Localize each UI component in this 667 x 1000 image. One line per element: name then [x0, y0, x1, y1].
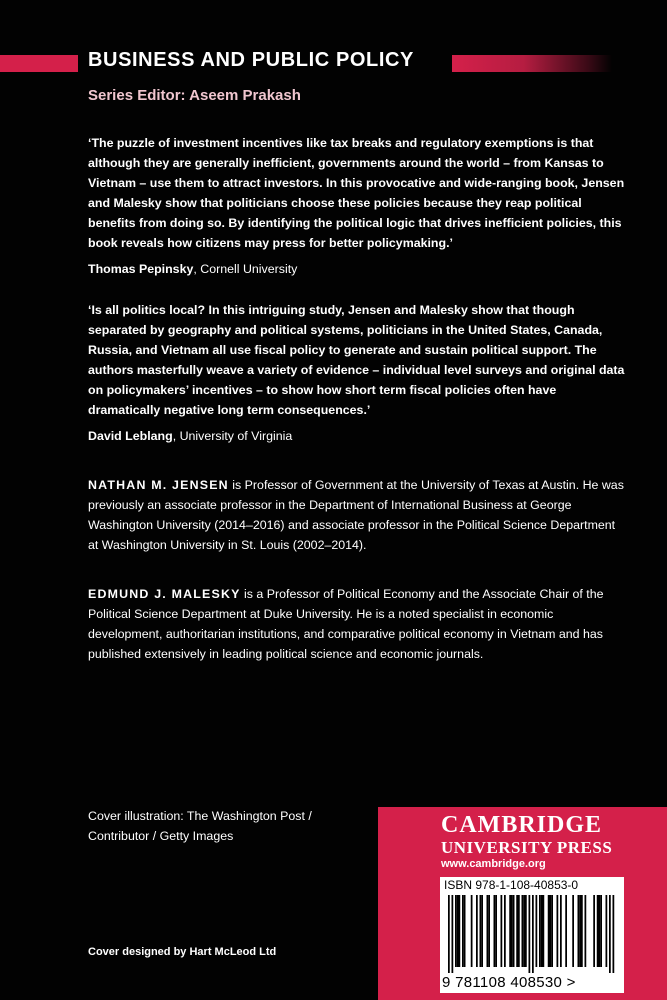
- barcode-bar: [551, 895, 553, 967]
- cover-credit-line: Contributor / Getty Images: [88, 829, 234, 843]
- barcode-bar: [523, 895, 525, 967]
- endorsement-text: ‘The puzzle of investment incentives like tax breaks and regulatory exemptions is that although they are generally inefficient, governments around the world – from Kansas to Vietnam – use them to attract investors. In this provocative and wide-ranging book, Jensen and Malesky show that politicians choose these policies because they reap political benefits from doing so. By identifying the political logic that drives inefficient policies, this book reveals how citizens may press for better policymaking.’: [88, 136, 625, 250]
- barcode-bar: [529, 895, 531, 973]
- barcode-bar: [525, 895, 527, 967]
- barcode-bar: [536, 895, 538, 967]
- barcode-bar: [501, 895, 503, 967]
- endorsement-attribution: [88, 426, 628, 446]
- barcode-bar: [495, 895, 497, 967]
- barcode-graphic: [444, 895, 620, 973]
- barcode-bar: [560, 895, 562, 967]
- barcode-bar: [581, 895, 583, 967]
- barcode-bar: [513, 895, 515, 967]
- barcode-bar: [481, 895, 483, 967]
- barcode-bar: [585, 895, 587, 967]
- barcode-bar: [613, 895, 615, 973]
- publisher-name: CAMBRIDGE: [441, 812, 603, 838]
- barcode-bar: [504, 895, 506, 967]
- series-title: BUSINESS AND PUBLIC POLICY: [88, 49, 415, 71]
- barcode-bar: [476, 895, 478, 967]
- barcode-bar: [593, 895, 595, 967]
- author-name: NATHAN M. JENSEN: [88, 478, 229, 492]
- endorser-name: David Leblang: [88, 429, 173, 443]
- isbn-label: ISBN 978-1-108-40853-0: [444, 878, 579, 892]
- isbn-barcode-panel: [440, 877, 624, 993]
- barcode-bar: [464, 895, 466, 967]
- barcode-bar: [509, 895, 511, 967]
- barcode-bar: [457, 895, 459, 967]
- barcode-bar: [522, 895, 524, 967]
- cover-illustration-credit: [88, 806, 312, 846]
- endorsement-text: ‘Is all politics local? In this intriguing study, Jensen and Malesky show that though separated by geography and political systems, politicians in the United States, Canada, Russia, and Vietnam all use fiscal policy to generate and sustain political support. The authors masterfully weave a variety of evidence – individual level surveys and original data on policymakers’ incentives – to show how short term fiscal policies often have dramatically negative long term consequences.’: [88, 303, 625, 417]
- barcode-bar: [600, 895, 602, 967]
- publisher-press: UNIVERSITY PRESS: [441, 838, 613, 857]
- endorsement-attribution: [88, 259, 628, 279]
- barcode-bar: [609, 895, 611, 973]
- barcode-digits: 9 781108 408530 >: [442, 974, 576, 991]
- barcode-bar: [532, 895, 534, 973]
- barcode-bar: [599, 895, 601, 967]
- endorser-affiliation: , University of Virginia: [172, 429, 293, 443]
- barcode-bar: [572, 895, 574, 967]
- barcode-bar: [548, 895, 550, 967]
- barcode-bar: [471, 895, 473, 967]
- barcode-bar: [487, 895, 489, 967]
- author-bio-jensen: [88, 475, 628, 555]
- endorser-name: Thomas Pepinsky: [88, 262, 194, 276]
- barcode-bar: [565, 895, 567, 967]
- header-accent-bar-right: [452, 55, 612, 72]
- cover-credit-line: Cover illustration: The Washington Post /: [88, 809, 312, 823]
- barcode-bar: [579, 895, 581, 967]
- barcode-bar: [541, 895, 543, 967]
- barcode-bar: [550, 895, 552, 967]
- author-bio-malesky: [88, 584, 628, 664]
- barcode-bar: [494, 895, 496, 967]
- author-bio-text: is a Professor of Political Economy and the Associate Chair of the Political Science Department at Duke University. He is a noted specialist in economic development, authoritarian institutions, and comparative political economy in Vietnam and has published extensively in leading political science and economic journals.: [88, 587, 604, 661]
- barcode-bar: [462, 895, 464, 967]
- author-name: EDMUND J. MALESKY: [88, 587, 241, 601]
- barcode-bar: [488, 895, 490, 967]
- barcode-bar: [597, 895, 599, 967]
- endorser-affiliation: , Cornell University: [193, 262, 298, 276]
- barcode-bar: [557, 895, 559, 967]
- barcode-bar: [518, 895, 520, 967]
- barcode-bar: [459, 895, 461, 967]
- endorsement-quote-2: [88, 300, 628, 446]
- endorsement-quote-1: [88, 133, 628, 279]
- barcode-bar: [606, 895, 608, 967]
- cover-designer-credit: Cover designed by Hart McLeod Ltd: [88, 946, 277, 958]
- barcode-bar: [539, 895, 541, 967]
- barcode-bar: [543, 895, 545, 967]
- barcode-bar: [455, 895, 457, 967]
- header-accent-bar-left: [0, 55, 78, 72]
- barcode-bar: [480, 895, 482, 967]
- barcode-bar: [516, 895, 518, 967]
- author-bio-text: is Professor of Government at the University of Texas at Austin. He was previously an associate professor in the Department of International Business at George Washington University (2014–2016) and associate professor in the Political Science Department at Washington University in St. Louis (2002–2014).: [88, 478, 624, 552]
- publisher-website: www.cambridge.org: [441, 858, 546, 870]
- barcode-bar: [578, 895, 580, 967]
- barcode-bar: [511, 895, 513, 967]
- barcode-bar: [452, 895, 454, 973]
- barcode-bar: [448, 895, 450, 973]
- series-editor: Series Editor: Aseem Prakash: [88, 87, 301, 104]
